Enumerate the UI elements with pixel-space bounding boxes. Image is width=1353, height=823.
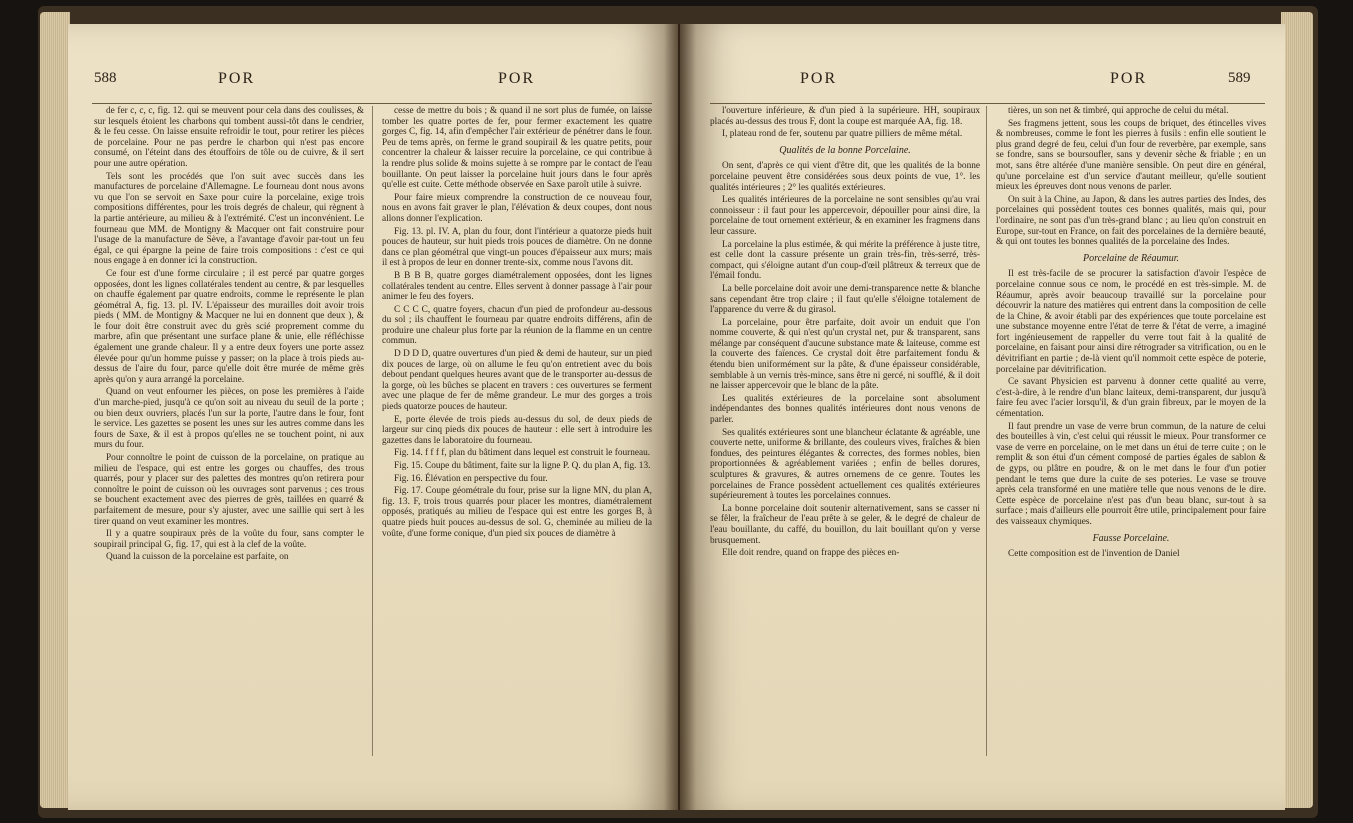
paragraph: Quand on veut enfourner les pièces, on pose les premières à l'aide d'un marche-pied, jusqu'à ce qu'on soit au niveau du seuil de la porte ; ou bien deux ouvriers, placés l'un sur la porte, l'autre dans le four, font le service. Les gazettes se posent les unes sur les autres comme dans les fours de Saxe, & il est à propos qu'elles ne se touchent point, ni aux murs du four.: [94, 387, 364, 451]
paragraph: Elle doit rendre, quand on frappe des pièces en-: [722, 548, 900, 559]
paragraph: E, porte élevée de trois pieds au-dessus du sol, de deux pieds de largeur sur cinq pieds dix pouces de hauteur : elle sert à introduire les gazettes dans le laboratoire du fourneau.: [382, 414, 652, 446]
paragraph: Fig. 15. Coupe du bâtiment, faite sur la ligne P. Q. du plan A, fig. 13.: [394, 461, 651, 471]
paragraph: Pour faire mieux comprendre la construction de ce nouveau four, nous en avons fait graver le plan, l'élévation & deux coupes, dont nous allons donner l'explication.: [382, 192, 652, 224]
page-edges-right: [1281, 12, 1313, 808]
right-page: [680, 24, 1285, 810]
paragraph: Il faut prendre un vase de verre brun commun, de la nature de celui des bouteilles à vin, c'est celui qui réussit le mieux. Pour transformer ce vase de verre en porcelaine, on le met dans un étui de terre cuite ; on le remplit & son étui d'un cément composé de parties égales de sablon & de gyps, ou plâtre en poudre, & on le met dans le four d'un potier pendant le tems que dure la cuite de ses poteries. Le vase se trouve après cela transformé en une matière telle que nous venons de le dire. Cette espèce de porcelaine n'est pas d'un beau blanc, sur-tout à sa surface ; mais d'ailleurs elle pourroit être utile, principalement pour faire des vaisseaux chymiques.: [996, 421, 1266, 527]
text-column-2: [996, 106, 1266, 562]
paragraph: C C C C, quatre foyers, chacun d'un pied de profondeur au-dessous du sol ; ils chauffent le fourneau par quatre endroits différens, afin de produire une chaleur plus forte par la réunion de la flamme en un centre commun.: [382, 304, 652, 347]
paragraph: cesse de mettre du bois ; & quand il ne sort plus de fumée, on laisse tomber les quatre portes de fer, pour fermer exactement les quatre gorges C, fig. 14, afin d'empêcher l'air extérieur de pénétrer dans le four. Peu de tems après, on ferme le grand soupirail & les quatre petits, pour concentrer la chaleur & laisser recuire la porcelaine, ce qui contribue à la rendre plus solide & moins sujette à se rompre par le contact de l'eau bouillante. On peut laisser la porcelaine huit jours dans le four après qu'elle est cuite. Cette méthode observée en Saxe paroît utile à suivre.: [382, 106, 652, 191]
column-divider: [372, 106, 373, 756]
paragraph: Ce four est d'une forme circulaire ; il est percé par quatre gorges opposées, dont les lignes collatérales tendent au centre, & par lesquelles on chauffe également par quatre endroits, comme le représente le plan géométral A, fig. 13. pl. IV. L'épaisseur des murailles doit avoir trois pieds ( MM. de Montigny & Macquer ne lui en donnent que deux ), & le four doit être construit avec du grès scié proprement comme du marbre, afin que présentant une surface plane & unie, elle réfléchisse également une grande chaleur. Il y a entre deux foyers une porte assez élevée pour qu'un homme puisse y passer; on la place à trois pieds au-dessus de l'aire du four, parce qu'elle doit être murée de même grès après qu'on y aura arrangé la porcelaine.: [94, 268, 364, 385]
paragraph: Il y a quatre soupiraux près de la voûte du four, sans compter le soupirail principal G, fig. 17, qui est à la clef de la voûte.: [94, 529, 364, 550]
paragraph: Il est très-facile de se procurer la satisfaction d'avoir l'espèce de porcelaine connue sous ce nom, le procédé en est très-simple. M. de Réaumur, après avoir beaucoup travaillé sur la porcelaine pour découvrir la nature des matières qui entrent dans la composition de celle de la Chine, & avoir établi par des expériences que toute porcelaine est une substance moyenne entre l'état de terre & l'état de verre, a imaginé fort ingénieusement de rappeller du verre tout fait à la qualité de porcelaine, en faisant pour ainsi dire rétrograder sa vitrification, ou en le dévitrifiant en partie ; de-là vient qu'il nommoit cette espèce de poterie, porcelaine par dévitrification.: [996, 269, 1266, 375]
paragraph: Ses qualités extérieures sont une blancheur éclatante & agréable, une couverte nette, uniforme & brillante, des couleurs vives, fraîches & bien fondues, des peintures élégantes & correctes, des formes nobles, bien proportionnées & agréablement variées ; enfin de belles dorures, sculptures & gravures, & autres ornemens de ce genre. Toutes les porcelaines de France possèdent actuellement ces qualités extérieures supérieurement à toutes les porcelaines connues.: [710, 427, 980, 502]
text-column-1: [710, 106, 980, 561]
left-page: [68, 24, 678, 810]
paragraph: La belle porcelaine doit avoir une demi-transparence nette & blanche sans cependant être trop claire ; il faut qu'elle s'éloigne totalement de l'apparence du verre & du girasol.: [710, 283, 980, 316]
paragraph: On sent, d'après ce qui vient d'être dit, que les qualités de la bonne porcelaine peuvent être considérées sous deux points de vue, 1°. les qualités intérieures ; 2° les qualités extérieures.: [710, 161, 980, 193]
running-head-right: POR: [1110, 70, 1148, 87]
paragraph: Fig. 16. Élévation en perspective du four.: [394, 473, 548, 484]
book-gutter: [664, 24, 696, 810]
section-heading: Porcelaine de Réaumur.: [1083, 252, 1179, 264]
paragraph: l'ouverture inférieure, & d'un pied à la supérieure. HH, soupiraux placés au-dessus des trous F, dont la coupe est marquée AA, fig. 18.: [710, 106, 980, 127]
column-divider: [986, 106, 987, 756]
header-rule: [92, 103, 652, 104]
section-heading: Fausse Porcelaine.: [1092, 532, 1170, 544]
paragraph: Les qualités intérieures de la porcelaine ne sont sensibles qu'au vrai connoisseur : il faut pour les appercevoir, dépouiller pour ainsi dire, la porcelaine de tout ornement extérieur, & en examiner les fragmens dans leur cassure.: [710, 195, 980, 237]
paragraph: Ses fragmens jettent, sous les coups de briquet, des étincelles vives & nombreuses, comme le font les pierres à fusils : enfin elle soutient le plus grand degré de feu, celui d'un four de reverbère, par exemple, sans se fondre, sans se boursoufler, sans y devenir sèche & friable ; en un mot, sans être altérée d'une manière sensible. On peut dire en général, qu'une porcelaine est d'un service d'autant meilleur, qu'elle soutient mieux les épreuves dont nous venons de parler.: [996, 118, 1266, 193]
paragraph: tières, un son net & timbré, qui approche de celui du métal.: [1008, 106, 1229, 116]
text-column-2: [382, 106, 652, 541]
page-edges-left: [40, 12, 70, 808]
paragraph: La porcelaine la plus estimée, & qui mérite la préférence à juste titre, est celle dont la cassure présente un grain très-fin, très-serré, très-compact, qui s'éloigne autant d'un coup-d'œil plâtreux & terreux que de l'émail fondu.: [710, 239, 980, 282]
running-head-left: POR: [800, 70, 838, 87]
page-number: 589: [1228, 70, 1251, 86]
paragraph: Fig. 14. f f f f, plan du bâtiment dans lequel est construit le fourneau.: [394, 448, 651, 459]
paragraph: Ce savant Physicien est parvenu à donner cette qualité au verre, c'est-à-dire, à le rendre d'un blanc laiteux, demi-transparent, dur jusqu'à faire feu avec l'acier lorsqu'il, & d'un grain fibreux, par le moyen de la cémentation.: [996, 377, 1266, 420]
paragraph: Les qualités extérieures de la porcelaine sont absolument indépendantes des bonnes qualités intérieures dont nous venons de parler.: [710, 393, 980, 426]
paragraph: On suit à la Chine, au Japon, & dans les autres parties des Indes, des porcelaines qui possèdent toutes ces bonnes qualités, mais qui, pour l'ordinaire, ne sont pas d'un très-grand blanc ; au lieu qu'on construit en Europe, sur-tout en France, on fait des porcelaines de la dernière beauté, & qui ont toutes les bonnes qualités de la porcelaine des Indes.: [996, 194, 1266, 248]
paragraph: Tels sont les procédés que l'on suit avec succès dans les manufactures de porcelaine d'Allemagne. Le fourneau dont nous avons vu que l'on se servoit en Saxe pour cuire la porcelaine, exige trois compositions différentes, pour les trois degrés de chaleur, qui règnent à la partie antérieure, au milieu & à l'extrémité. C'est un inconvénient. Le fourneau que MM. de Montigny & Macquer ont fait construire pour l'usage de la manufacture de Sève, a l'avantage d'avoir par-tout un feu égal, ce qui épargne la peine de faire trois compositions : c'est ce qui nous engage à en donner ici la construction.: [94, 171, 364, 267]
text-column-1: [94, 106, 364, 565]
paragraph: La porcelaine, pour être parfaite, doit avoir un enduit que l'on nomme couverte, & qui n'est qu'un crystal net, pur & transparent, sans mélange par conséquent d'aucune substance mate & laiteuse, comme est la couverte des faïences. Ce crystal doit être parfaitement fondu & étendu bien uniformément sur la pâte, & d'une épaisseur considérable, semblable à un vernis très-mince, sans être ni gercé, ni soufflé, & il doit ne laisser appercevoir que le blanc de la pâte.: [710, 317, 980, 392]
page-number: 588: [94, 70, 117, 86]
paragraph: D D D D, quatre ouvertures d'un pied & demi de hauteur, sur un pied dix pouces de large, où on allume le feu qu'on entretient avec du bois debout pendant quelques heures avant que de le transporter au-dessus de la gorge, où les bûches se placent en travers : ces ouvertures se ferment avec une plaque de fer de même grandeur. Le mur des gorges a trois pieds quatorze pouces de hauteur.: [382, 349, 652, 413]
paragraph: I, plateau rond de fer, soutenu par quatre pilliers de même métal.: [722, 129, 963, 140]
paragraph: B B B B, quatre gorges diamétralement opposées, dont les lignes collatérales tendent au centre. Elles servent à donner passage à l'air pour animer le feu des foyers.: [382, 270, 652, 303]
paragraph: Fig. 13. pl. IV. A, plan du four, dont l'intérieur a quatorze pieds huit pouces de hauteur, sur huit pieds trois pouces de diamètre. On ne donne dans ce plan géométral que vingt-un pouces d'épaisseur aux murs; mais il est à propos de leur en donner trente-six, comme nous l'avons dit.: [382, 226, 652, 269]
paragraph: La bonne porcelaine doit soutenir alternativement, sans se casser ni se fêler, la fraîcheur de l'eau prête à se geler, & le degré de chaleur de l'eau bouillante, du caffé, du bouillon, du lait bouillant qu'on y verse brusquement.: [710, 503, 980, 546]
section-heading: Qualités de la bonne Porcelaine.: [779, 144, 911, 156]
paragraph: Fig. 17. Coupe géométrale du four, prise sur la ligne MN, du plan A, fig. 13. F, trois trous quarrés pour placer les montres, diamétralement opposés, pratiqués au milieu de l'espace qui est entre les gorges B, à quatre pieds huit pouces au-dessus de sol. G, cheminée au milieu de la voûte, d'une forme conique, d'un pied six pouces de diamètre à: [382, 486, 652, 539]
running-head-left: POR: [218, 70, 256, 87]
paragraph: de fer c, c, c, fig. 12. qui se meuvent pour cela dans des coulisses, & sur lesquels étoient les charbons qui tombent aussi-tôt dans le cendrier, & le feu cesse. On laisse ensuite refroidir le tout, pour retirer les pièces de porcelaine. Pour ne pas perdre le charbon qui n'est pas encore consumé, on l'éteint dans des étouffoirs de tôle ou de cuivre, & il sert pour une autre opération.: [94, 106, 364, 169]
paragraph: Pour connoître le point de cuisson de la porcelaine, on pratique au milieu de l'espace, qui est entre les gorges ou chauffes, des trous quarrés, pour y placer sur des palettes des montres qu'on retirera pour connoître le point de cuisson où les ouvrages sont parvenus ; ces trous se bouchent exactement avec des pierres de grès, taillées en quarré & parfaitement de mesure, pour s'y ajuster, avec une saillie qui sert à les tirer quand on veut examiner les montres.: [94, 453, 364, 527]
running-head-right: POR: [498, 70, 536, 87]
paragraph: Quand la cuisson de la porcelaine est parfaite, on: [106, 552, 289, 563]
paragraph: Cette composition est de l'invention de Daniel: [1008, 549, 1180, 560]
header-rule: [710, 103, 1265, 104]
